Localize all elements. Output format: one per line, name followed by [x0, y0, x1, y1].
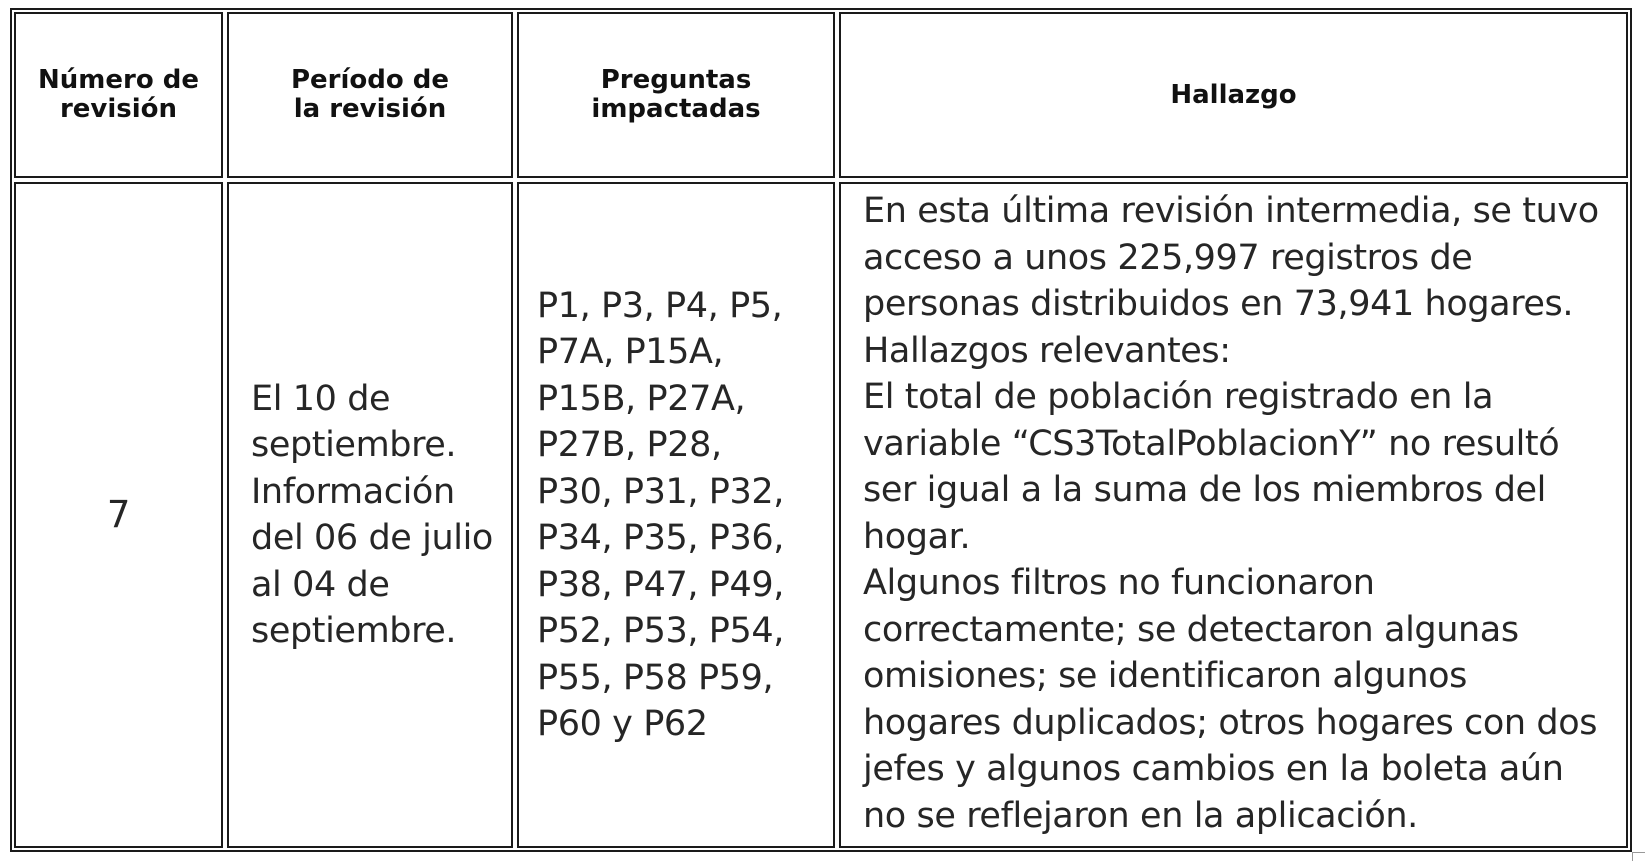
header-revision-period — [227, 12, 513, 178]
header-finding — [839, 12, 1628, 178]
header-line: revisión — [59, 94, 178, 124]
period-line: septiembre. — [251, 425, 457, 465]
questions-line: P52, P53, P54, — [537, 611, 784, 651]
period-line: Información — [251, 471, 455, 512]
finding-line: En esta última revisión intermedia, se tuvo — [863, 191, 1599, 231]
questions-line: P15B, P27A, — [537, 378, 746, 419]
finding-line: hogares duplicados; otros hogares con dos — [863, 702, 1598, 743]
header-impacted-questions — [517, 12, 835, 178]
questions-line: P38, P47, P49, — [537, 564, 784, 605]
header-line: impactadas — [591, 94, 761, 124]
questions-line: P60 y P62 — [537, 704, 708, 744]
finding-line: jefes y algunos cambios en la boleta aún — [863, 749, 1564, 789]
period-line: del 06 de julio — [251, 518, 493, 558]
revision-table-frame — [10, 8, 1632, 852]
revision-table — [10, 8, 1632, 852]
header-line: Preguntas — [600, 65, 752, 95]
header-row — [14, 12, 1628, 178]
finding-line: personas distribuidos en 73,941 hogares. — [863, 284, 1574, 324]
finding-line: correctamente; se detectaron algunas — [863, 609, 1519, 650]
finding-line: El total de población registrado en la — [863, 377, 1494, 417]
cell-finding — [839, 182, 1628, 848]
questions-line: P30, P31, P32, — [537, 471, 784, 512]
period-line: septiembre. — [251, 611, 457, 651]
corner-resize-mark — [1632, 852, 1645, 861]
finding-line: Hallazgos relevantes: — [863, 330, 1231, 371]
header-revision-number — [14, 12, 223, 178]
questions-line: P1, P3, P4, P5, — [537, 285, 783, 326]
cell-revision-number: 7 — [14, 182, 223, 848]
finding-line: hogar. — [863, 516, 971, 557]
header-line: la revisión — [293, 94, 447, 124]
questions-line: P7A, P15A, — [537, 332, 724, 372]
cell-impacted-questions — [517, 182, 835, 848]
finding-line: ser igual a la suma de los miembros del — [863, 470, 1546, 510]
period-line: El 10 de — [251, 378, 391, 419]
header-line: Hallazgo — [1170, 79, 1297, 110]
finding-line: acceso a unos 225,997 registros de — [863, 237, 1473, 278]
questions-line: P55, P58 P59, — [537, 657, 774, 698]
finding-line: Algunos filtros no funcionaron — [863, 563, 1375, 603]
finding-line: no se reflejaron en la aplicación. — [863, 795, 1418, 836]
finding-line: variable “CS3TotalPoblacionY” no resultó — [863, 423, 1560, 464]
finding-line: omisiones; se identificaron algunos — [863, 656, 1467, 696]
header-line: Período de — [290, 65, 450, 95]
table-row — [14, 182, 1628, 848]
period-line: al 04 de — [251, 564, 390, 605]
cell-revision-period — [227, 182, 513, 848]
header-line: Número de — [38, 65, 199, 95]
questions-line: P34, P35, P36, — [537, 518, 784, 558]
questions-line: P27B, P28, — [537, 425, 722, 465]
